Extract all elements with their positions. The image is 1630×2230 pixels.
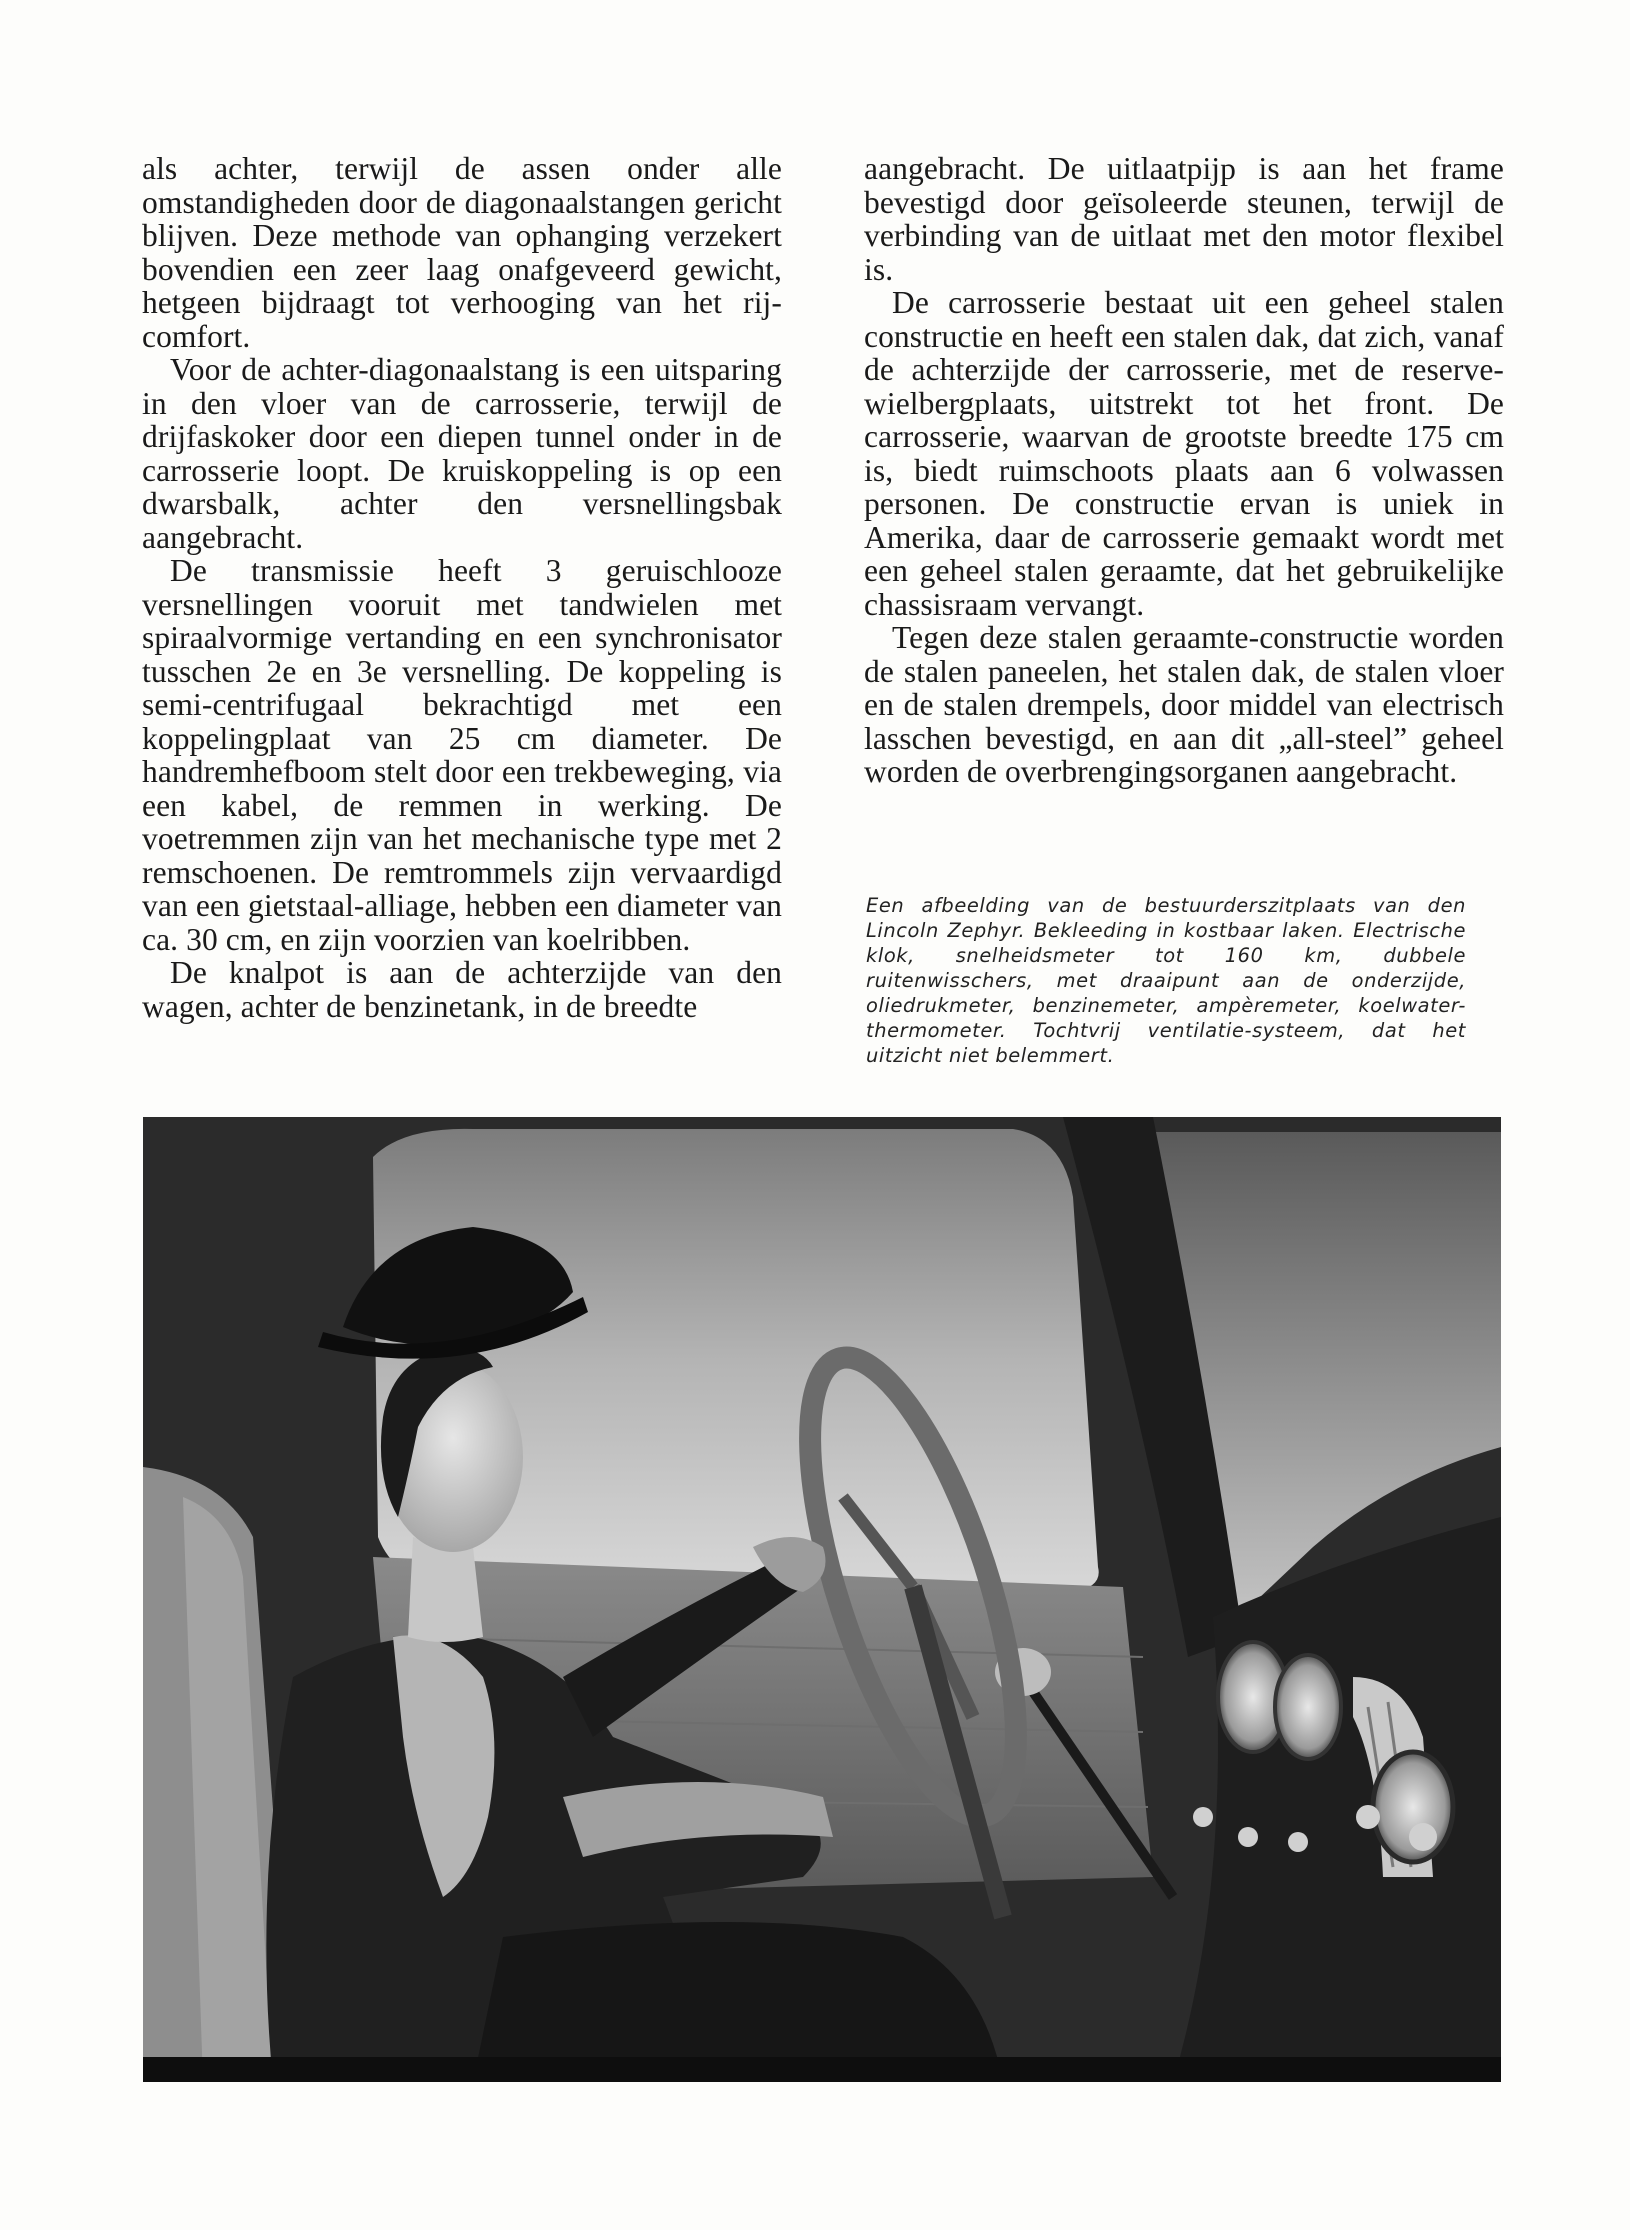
left-text-column (142, 152, 782, 1023)
paragraph: De knalpot is aan de achterzijde van den wagen, achter de benzinetank, in de breedte (142, 955, 782, 1024)
paragraph: als achter, terwijl de assen onder alle omstandigheden door de diagonaalstangen gericht blijven. Deze methode van ophanging verzekert bovendien een zeer laag onafgeveerd gewicht, hetgeen bijdraagt tot verhooging van het rij-comfort. (142, 151, 782, 354)
paragraph: De carrosserie bestaat uit een geheel stalen constructie en heeft een stalen dak, dat zich, vanaf de achterzijde der carrosserie, met de reserve-wielbergplaats, uitstrekt tot het front. De carrosserie, waarvan de grootste breedte 175 cm is, biedt ruimschoots plaats aan 6 volwassen personen. De constructie ervan is uniek in Amerika, daar de carrosserie gemaakt wordt met een geheel stalen geraamte, dat het gebruikelijke chassisraam vervangt. (864, 285, 1504, 622)
car-interior-photo (143, 1117, 1501, 2082)
paragraph: Tegen deze stalen geraamte-constructie worden de stalen paneelen, het stalen dak, de stalen vloer en de stalen drempels, door middel van electrisch lasschen bevestigd, en aan dit „all-steel” geheel worden de overbrengingsorganen aangebracht. (864, 620, 1504, 789)
paragraph: aangebracht. De uitlaatpijp is aan het frame bevestigd door geïsoleerde steunen, terwijl de verbinding van de uitlaat met den motor flexibel is. (864, 151, 1504, 287)
paragraph: De transmissie heeft 3 geruischlooze versnellingen vooruit met tandwielen met spiraalvormige vertanding en een synchronisator tusschen 2e en 3e versnelling. De koppeling is semi-centrifugaal bekrachtigd met een koppelingplaat van 25 cm diameter. De handremhefboom stelt door een trekbeweging, via een kabel, de remmen in werking. De voetremmen zijn van het mechanische type met 2 remschoenen. De remtrommels zijn vervaardigd van een gietstaal-alliage, hebben een diameter van ca. 30 cm, en zijn voorzien van koelribben. (142, 553, 782, 957)
photo-caption: Een afbeelding van de bestuurderszitplaats van den Lincoln Zephyr. Bekleeding in kostbaar laken. Electrische klok, snelheidsmeter tot 160 km, dubbele ruitenwisschers, met draaipunt aan de onderzijde, oliedrukmeter, benzinemeter, ampèremeter, koelwater-thermometer. Tochtvrij ventilatie-systeem, dat het uitzicht niet belemmert. (866, 894, 1466, 1067)
right-text-column (864, 152, 1504, 789)
paragraph: Voor de achter-diagonaalstang is een uitsparing in den vloer van de carrosserie, terwijl de drijfaskoker door een diepen tunnel onder in de carrosserie loopt. De kruiskoppeling is op een dwarsbalk, achter den versnellingsbak aangebracht. (142, 352, 782, 555)
